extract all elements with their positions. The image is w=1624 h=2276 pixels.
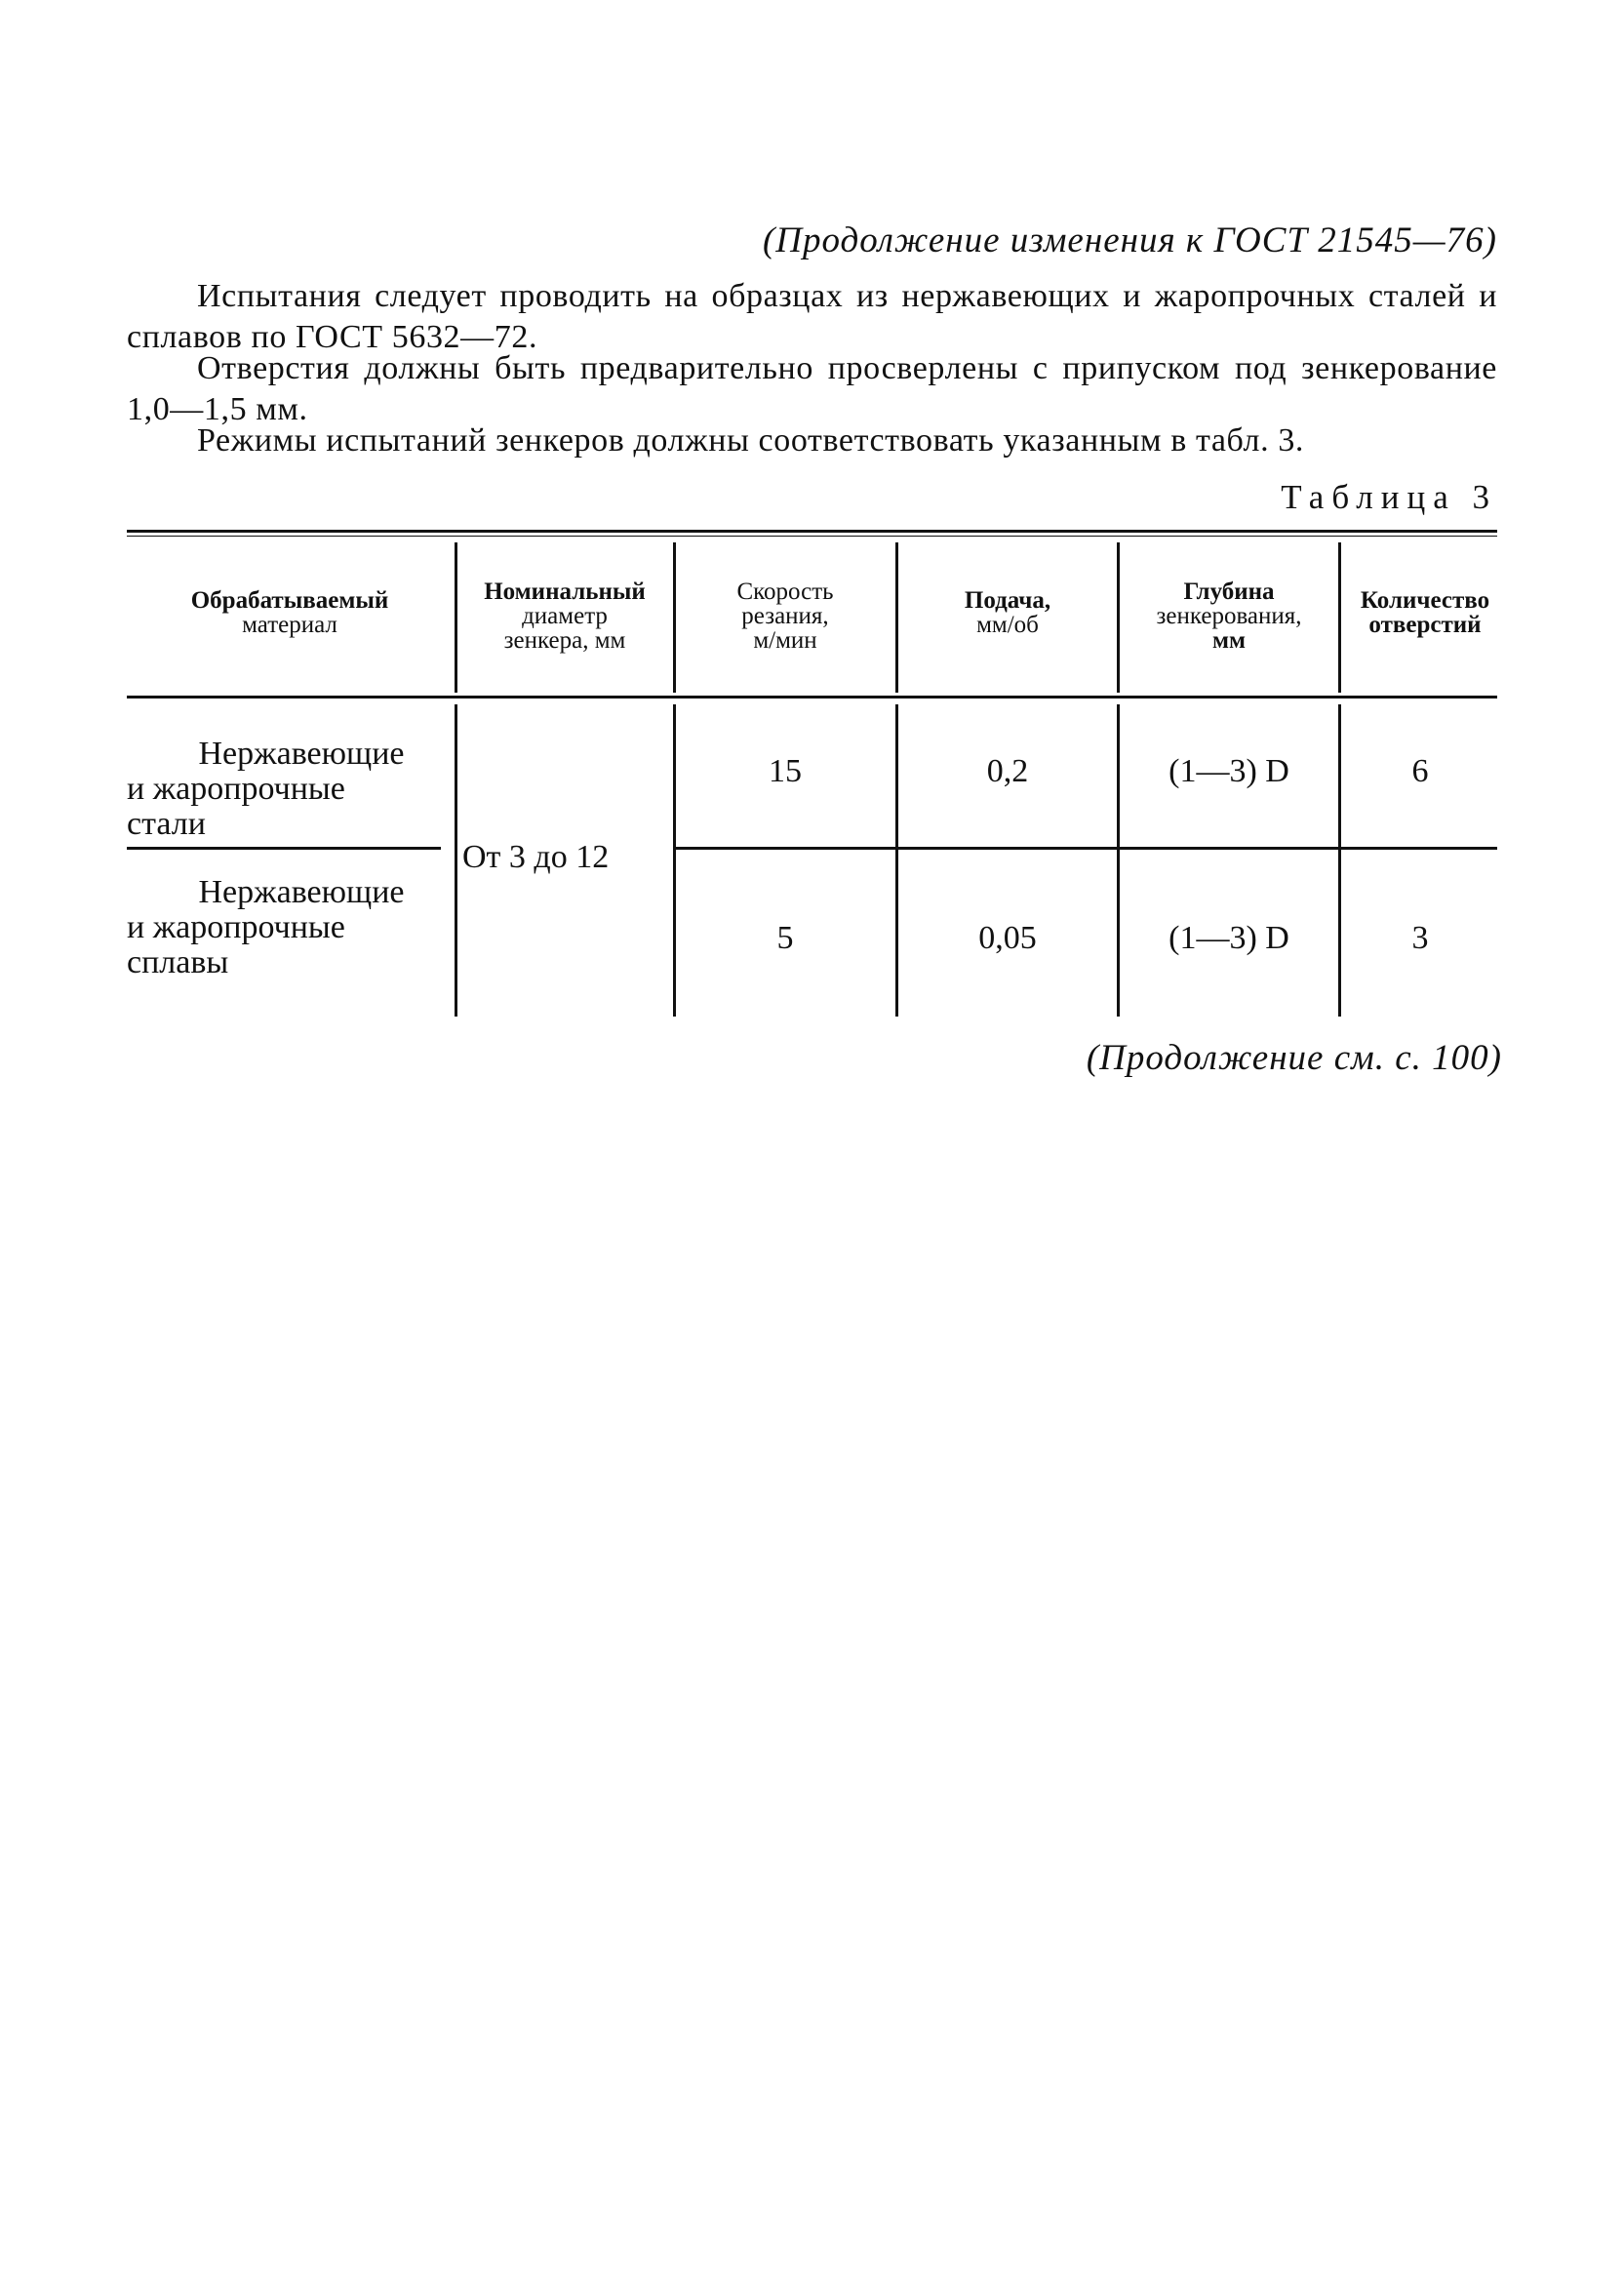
row-1-depth: (1—3) D xyxy=(1168,753,1289,789)
header-depth-line-2: зенкерования, xyxy=(1156,603,1302,629)
paragraph-test-modes: Режимы испытаний зенкеров должны соответствовать указанным в табл. 3. xyxy=(197,422,1305,459)
header-material-line-2: материал xyxy=(242,612,337,638)
row-2-speed: 5 xyxy=(776,920,794,956)
table-caption: Таблица 3 xyxy=(1281,478,1497,516)
row-2-feed: 0,05 xyxy=(978,920,1037,956)
row-1-holes: 6 xyxy=(1411,753,1429,789)
header-holes-line-1: Количество xyxy=(1360,587,1490,614)
col-line-2 xyxy=(673,542,676,693)
header-diameter-line-3: зенкера, мм xyxy=(503,627,626,654)
header-material-line-1: Обрабатываемый xyxy=(190,587,389,614)
table-header-rule xyxy=(127,696,1497,699)
row-1-material-line-3: стали xyxy=(127,806,206,842)
paragraph-holes-drilling: Отверстия должны быть предварительно просверлены с припуском под зенкерование 1,0—1,5 мм. xyxy=(127,350,1497,427)
header-material xyxy=(129,588,451,637)
row-1-material-line-2: и жаропрочные xyxy=(127,771,345,807)
header-speed-line-3: м/мин xyxy=(753,627,817,654)
header-holes xyxy=(1342,588,1508,637)
continuation-footer: (Продолжение см. с. 100) xyxy=(1086,1038,1502,1078)
col-line-1b xyxy=(455,704,457,1017)
header-feed-line-2: мм/об xyxy=(976,612,1039,638)
col-line-2b xyxy=(673,704,676,1017)
header-holes-line-2: отверстий xyxy=(1368,612,1482,638)
row-1-material-line-1: Нержавеющие xyxy=(198,736,405,772)
table-top-rule xyxy=(127,530,1497,533)
row-2-holes: 3 xyxy=(1411,920,1429,956)
col-line-1 xyxy=(455,542,457,693)
row-2-material xyxy=(127,875,449,980)
table-top-rule-thin xyxy=(127,536,1497,537)
row-separator-left xyxy=(127,847,441,850)
header-depth-line-1: Глубина xyxy=(1183,579,1275,605)
shared-diameter: От 3 до 12 xyxy=(462,839,610,875)
header-speed xyxy=(677,579,893,653)
col-line-5 xyxy=(1338,542,1341,693)
row-separator-right xyxy=(676,847,1497,850)
col-line-4b xyxy=(1117,704,1120,1017)
row-2-depth: (1—3) D xyxy=(1168,920,1289,956)
col-line-4 xyxy=(1117,542,1120,693)
row-2-material-line-1: Нержавеющие xyxy=(198,874,405,910)
row-1-material xyxy=(127,737,449,842)
header-diameter xyxy=(458,579,671,653)
col-line-3 xyxy=(895,542,898,693)
row-2-material-line-3: сплавы xyxy=(127,944,229,980)
header-speed-line-2: резания, xyxy=(741,603,829,629)
row-2-material-line-2: и жаропрочные xyxy=(127,909,345,945)
continuation-header: (Продолжение изменения к ГОСТ 21545—76) xyxy=(762,220,1497,260)
header-diameter-line-2: диаметр xyxy=(522,603,608,629)
row-1-feed: 0,2 xyxy=(986,753,1029,789)
paragraph-test-samples: Испытания следует проводить на образцах из нержавеющих и жаропрочных сталей и сплавов по ГОСТ 5632—72. xyxy=(127,278,1497,355)
header-feed xyxy=(899,588,1116,637)
header-speed-line-1: Скорость xyxy=(736,579,834,605)
header-depth-line-3: мм xyxy=(1211,627,1247,654)
header-diameter-line-1: Номинальный xyxy=(484,579,646,605)
row-1-speed: 15 xyxy=(769,753,802,789)
header-depth xyxy=(1121,579,1337,653)
col-line-3b xyxy=(895,704,898,1017)
header-feed-line-1: Подача, xyxy=(964,587,1051,614)
col-line-5b xyxy=(1338,704,1341,1017)
